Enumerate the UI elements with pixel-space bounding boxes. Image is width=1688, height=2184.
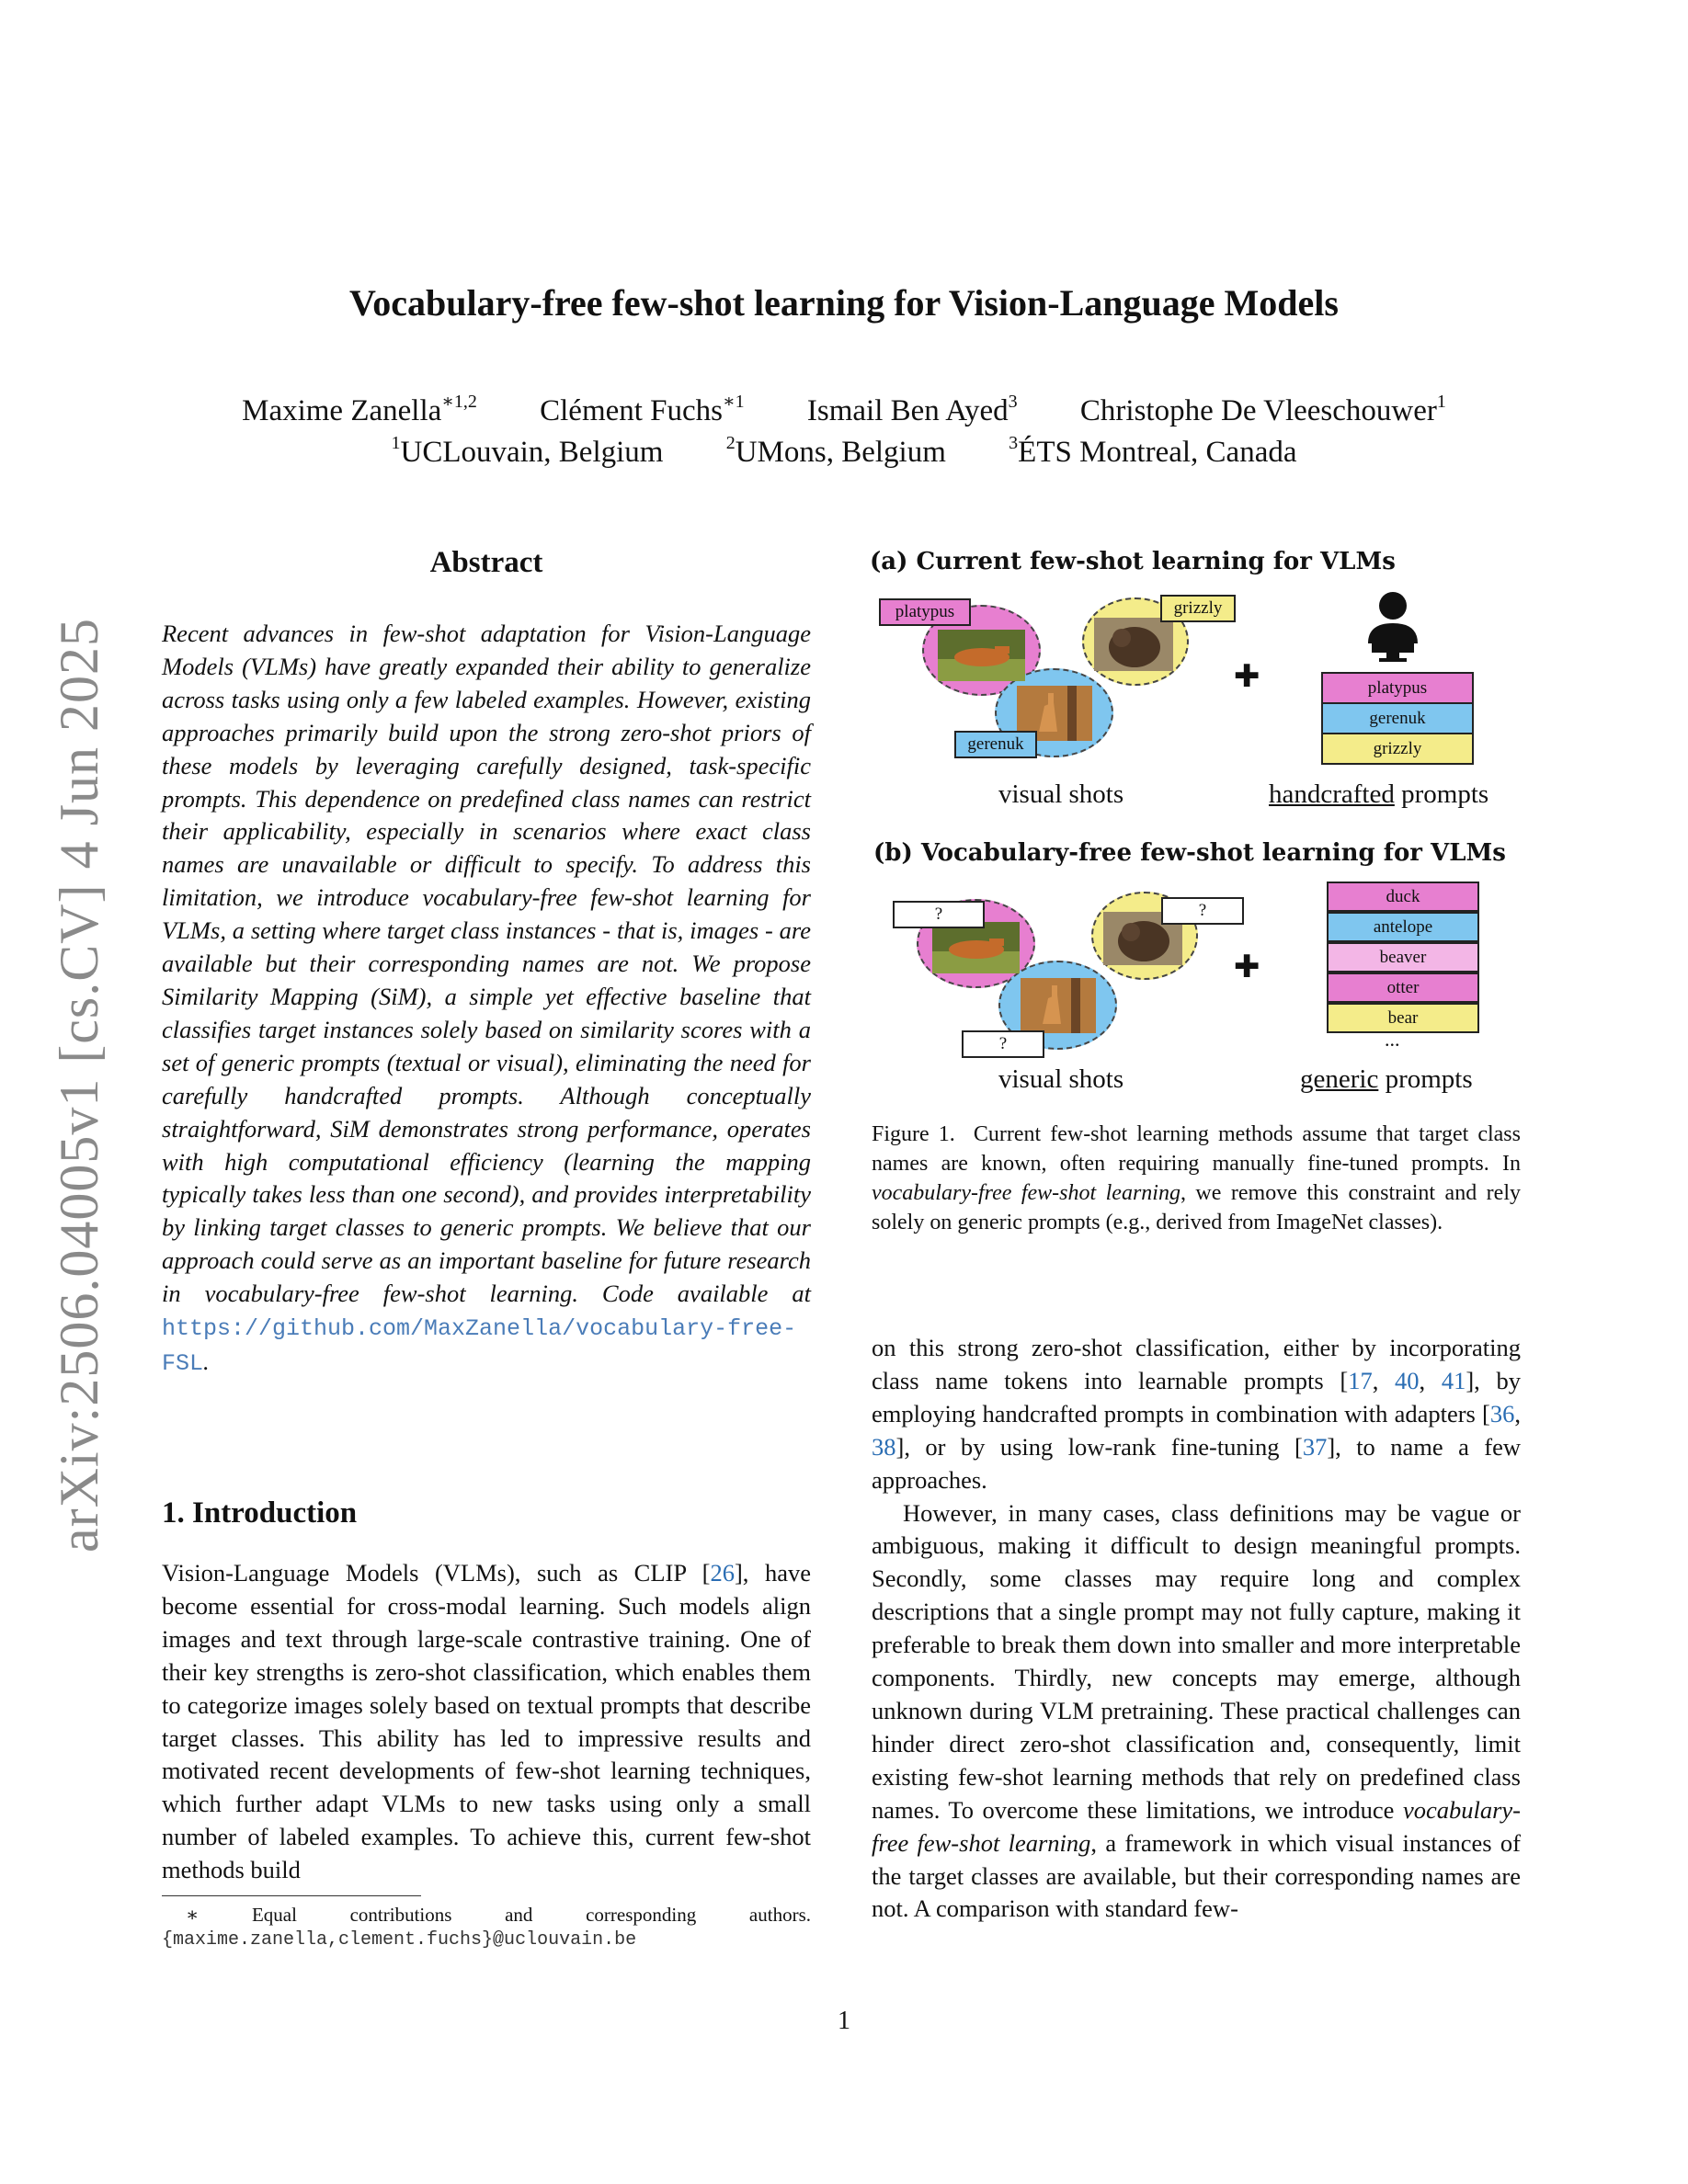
prompt-otter: otter — [1327, 973, 1479, 1003]
citation-link[interactable]: 38 — [872, 1432, 896, 1461]
arxiv-sidebar — [33, 602, 125, 1567]
figure-panel-a-title: (a) Current few-shot learning for VLMs — [870, 548, 1396, 575]
plus-icon: ✚ — [1234, 949, 1260, 985]
prompt-gerenuk: gerenuk — [1321, 702, 1474, 734]
person-computer-icon — [1361, 590, 1425, 664]
platypus-image — [938, 630, 1025, 681]
arxiv-id: arXiv:2506.04005v1 [cs.CV] 4 Jun 2025 — [48, 617, 109, 1553]
author-1: Maxime Zanella$^{∗1,2}$ — [242, 392, 477, 427]
visual-shots-label-a: visual shots — [998, 779, 1124, 809]
generic-prompts-label: generic prompts — [1300, 1064, 1473, 1094]
abstract-text: Recent advances in few-shot adaptation for Vision-Language Models (VLMs) have greatly expanded their ability to generalize across tasks using only a few labeled examples. However, existing approaches primarily build upon the strong zero-shot priors of these models by leveraging carefully designed, task-specific prompts. This dependence on predefined class names can restrict their applicability, especially in scenarios where exact class names are unavailable or difficult to specify. To address this limitation, we introduce vocabulary-free few-shot learning for VLMs, a setting where target class instances - that is, images - are available but their corresponding names are not. We propose Similarity Mapping (SiM), a simple yet effective baseline that classifies target instances solely based on similarity scores with a set of generic prompts (textual or visual), eliminating the need for carefully handcrafted prompts. Although conceptually straightforward, SiM demonstrates strong performance, operates with high computational efficiency (learning the mapping typically takes less than one second), and provides interpretability by linking target classes to generic prompts. We believe that our approach could serve as an important baseline for future research in vocabulary-free few-shot learning. Code available at https://github.com/MaxZanella/vocabulary-free-FSL. — [162, 620, 811, 1377]
tag-unknown-3: ? — [962, 1030, 1044, 1058]
footnote-rule — [162, 1895, 421, 1896]
prompt-duck: duck — [1327, 882, 1479, 912]
citation-link[interactable]: 26 — [710, 1559, 735, 1587]
tag-gerenuk: gerenuk — [954, 731, 1037, 758]
prompt-beaver: beaver — [1327, 942, 1479, 973]
prompt-grizzly: grizzly — [1321, 733, 1474, 765]
footnote-email: {maxime.zanella,clement.fuchs}@uclouvain.be — [162, 1929, 637, 1951]
citation-link[interactable]: 40 — [1395, 1366, 1420, 1394]
page-number: 1 — [838, 2007, 850, 2035]
handcrafted-prompts-label: handcrafted prompts — [1269, 779, 1489, 809]
abstract-heading: Abstract — [429, 546, 543, 579]
author-4: Christophe De Vleeschouwer$^1$ — [1079, 392, 1446, 427]
paragraph: However, in many cases, class definitions may be vague or ambiguous, making it difficult to design meaningful prompts. Secondly, some classes may require long and complex descriptions that a single prompt may not fully capture, making it preferable to break them down into smaller and more interpretable components. Thirdly, new concepts may emerge, although unknown during VLM pretraining. These practical challenges can hinder direct zero-shot classification and, consequently, limit existing few-shot learning methods that rely on predefined class names. To overcome these limitations, we introduce vocabulary-free few-shot learning, a framework in which visual instances of the target classes are available, but their corresponding names are not. A comparison with standard few- — [872, 1498, 1521, 1923]
paragraph: on this strong zero-shot classification, either by incorporating class name tokens into learnable prompts [17, 40, 41], by employing handcrafted prompts in combination with adapters [36, 38], or by using low-rank fine-tuning [37], to name a few approaches. — [872, 1334, 1521, 1494]
tag-unknown-2: ? — [1161, 897, 1244, 925]
grizzly-image — [1094, 618, 1173, 671]
footnote: ∗ Equal contributions and corresponding authors. {maxime.zanella,clement.fuchs}@uclouvain.be — [162, 1904, 811, 1951]
citation-link[interactable]: 17 — [1348, 1366, 1373, 1394]
code-link[interactable]: https://github.com/MaxZanella/vocabulary-free-FSL — [162, 1315, 797, 1377]
prompt-bear: bear — [1327, 1003, 1479, 1033]
author-list — [0, 394, 1688, 428]
affiliation-2: $^2$UMons, Belgium — [725, 433, 946, 469]
platypus-image-unlabeled — [932, 922, 1020, 973]
figure-panel-b-title: (b) Vocabulary-free few-shot learning for VLMs — [873, 839, 1506, 867]
tag-unknown-1: ? — [893, 901, 985, 928]
citation-link[interactable]: 41 — [1441, 1366, 1466, 1394]
affiliation-list — [0, 433, 1688, 470]
author-2: Clément Fuchs$^{∗1}$ — [540, 392, 745, 427]
section-heading-introduction: 1. Introduction — [162, 1496, 358, 1530]
tag-platypus: platypus — [879, 598, 971, 626]
plus-icon: ✚ — [1234, 658, 1260, 695]
affiliation-1: $^1$UCLouvain, Belgium — [391, 433, 664, 469]
citation-link[interactable]: 36 — [1489, 1399, 1515, 1428]
prompt-platypus: platypus — [1321, 672, 1474, 704]
author-3: Ismail Ben Ayed$^3$ — [806, 392, 1018, 427]
prompt-antelope: antelope — [1327, 912, 1479, 942]
tag-grizzly: grizzly — [1160, 595, 1236, 622]
citation-link[interactable]: 37 — [1302, 1432, 1328, 1461]
right-column-text — [872, 1332, 1521, 1926]
affiliation-3: $^3$ÉTS Montreal, Canada — [1009, 433, 1297, 469]
prompt-ellipsis: ... — [1385, 1028, 1400, 1051]
gerenuk-image-unlabeled — [1021, 978, 1096, 1033]
paper-title: Vocabulary-free few-shot learning for Vision-Language Models — [349, 282, 1339, 324]
visual-shots-label-b: visual shots — [998, 1064, 1124, 1094]
intro-paragraph: Vision-Language Models (VLMs), such as CLIP [26], have become essential for cross-modal learning. Such models align images and text through large-scale contrastive training. One of their key strengths is zero-shot classification, which enables them to categorize images solely based on textual prompts that describe target classes. This ability has led to impressive results and motivated recent developments of few-shot learning techniques, which further adapt VLMs to new tasks using only a small number of labeled examples. To achieve this, current few-shot methods build — [162, 1559, 811, 1884]
figure-caption: Figure 1. Current few-shot learning methods assume that target class names are known, often requiring manually fine-tuned prompts. In vocabulary-free few-shot learning, we remove this constraint and rely solely on generic prompts (e.g., derived from ImageNet classes). — [872, 1122, 1521, 1234]
